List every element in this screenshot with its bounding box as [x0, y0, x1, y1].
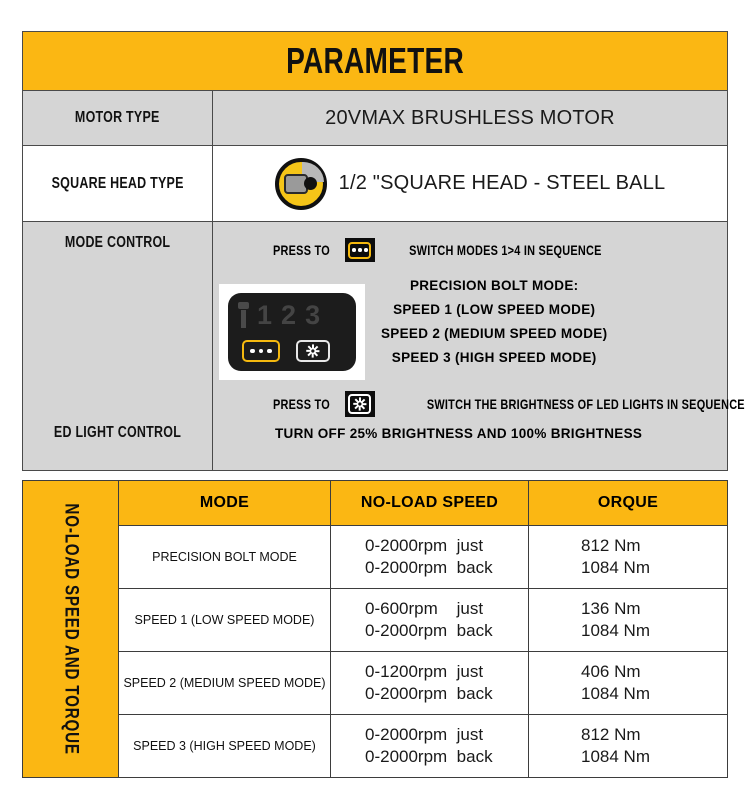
- panel-digit-3: 3: [305, 299, 322, 330]
- square-head-row: [23, 146, 728, 222]
- row-speed-forward: 0-1200rpm just: [365, 662, 484, 682]
- panel-digit-2: 2: [281, 299, 298, 330]
- row-mode-cell: [119, 589, 331, 652]
- table-row: [23, 715, 728, 778]
- spec-header-row: [23, 481, 728, 526]
- led-press-prefix: PRESS TO: [273, 396, 330, 412]
- control-panel: [228, 293, 356, 371]
- vertical-section-label: NO-LOAD SPEED AND TORQUE: [60, 503, 82, 755]
- mode-press-suffix: SWITCH MODES 1>4 IN SEQUENCE: [409, 242, 602, 258]
- no-load-speed-torque-table: [22, 480, 728, 778]
- mode-list-item: SPEED 2 (MEDIUM SPEED MODE): [381, 326, 608, 341]
- motor-type-label-cell: [23, 91, 213, 146]
- vertical-label-cell: [23, 481, 119, 778]
- mode-list: [381, 278, 607, 374]
- led-press-suffix: SWITCH THE BRIGHTNESS OF LED LIGHTS IN SEQUENCE: [426, 396, 745, 412]
- row-mode-name: PRECISION BOLT MODE: [152, 550, 297, 564]
- mode-switch-instruction: [265, 238, 629, 262]
- mode-list-item: SPEED 1 (LOW SPEED MODE): [393, 302, 596, 317]
- row-mode-cell: [119, 715, 331, 778]
- row-speed-reverse: 0-2000rpm back: [365, 747, 493, 766]
- row-torque-forward: 136 Nm: [581, 599, 641, 619]
- led-switch-instruction: [265, 391, 750, 417]
- panel-digit-1: 1: [257, 299, 274, 330]
- row-mode-name: SPEED 1 (LOW SPEED MODE): [134, 613, 315, 627]
- mode-control-body-cell: [213, 222, 745, 471]
- row-speed-forward: 0-2000rpm just: [365, 536, 484, 556]
- header-mode: [119, 481, 331, 526]
- row-speed-reverse: 0-2000rpm back: [365, 621, 493, 640]
- row-speed-cell: [331, 715, 529, 778]
- square-head-label: SQUARE HEAD TYPE: [51, 174, 184, 192]
- row-torque-reverse: 1084 Nm: [581, 747, 650, 766]
- row-torque-reverse: 1084 Nm: [581, 684, 650, 703]
- motor-type-row: [23, 91, 728, 146]
- row-torque-forward: 406 Nm: [581, 662, 641, 682]
- header-mode-label: MODE: [199, 494, 250, 511]
- row-torque-cell: [529, 589, 728, 652]
- row-speed-cell: [331, 526, 529, 589]
- motor-type-value: 20VMAX BRUSHLESS MOTOR: [325, 106, 615, 129]
- row-speed-cell: [331, 589, 529, 652]
- square-head-label-cell: [23, 146, 213, 222]
- mode-list-item: SPEED 3 (HIGH SPEED MODE): [391, 350, 597, 365]
- row-speed-reverse: 0-2000rpm back: [365, 684, 493, 703]
- row-torque-cell: [529, 652, 728, 715]
- table-row: [23, 652, 728, 715]
- square-head-value-cell: [213, 146, 728, 222]
- row-mode-cell: [119, 652, 331, 715]
- row-speed-forward: 0-600rpm just: [365, 599, 484, 619]
- mode-control-label: MODE CONTROL: [64, 234, 171, 251]
- control-panel-image: [219, 284, 365, 380]
- row-speed-reverse: 0-2000rpm back: [365, 558, 493, 577]
- panel-three-dot-mode-button-icon[interactable]: [242, 340, 280, 362]
- mode-list-item: PRECISION BOLT MODE:: [409, 278, 579, 293]
- square-head-value: 1/2 "SQUARE HEAD - STEEL BALL: [338, 172, 666, 194]
- parameter-table: [22, 31, 745, 471]
- row-mode-cell: [119, 526, 331, 589]
- motor-type-label: MOTOR TYPE: [75, 109, 160, 126]
- row-torque-forward: 812 Nm: [581, 725, 641, 745]
- row-torque-reverse: 1084 Nm: [581, 621, 650, 640]
- header-torque: [529, 481, 728, 526]
- page-title: PARAMETER: [286, 40, 464, 81]
- row-speed-forward: 0-2000rpm just: [365, 725, 484, 745]
- table-row: [23, 526, 728, 589]
- led-light-control-label: ED LIGHT CONTROL: [53, 424, 182, 441]
- row-torque-cell: [529, 715, 728, 778]
- row-mode-name: SPEED 3 (HIGH SPEED MODE): [133, 739, 316, 753]
- three-dot-mode-button-icon: [345, 238, 375, 262]
- mode-press-prefix: PRESS TO: [273, 242, 330, 258]
- header-torque-label: ORQUE: [597, 494, 659, 511]
- panel-led-brightness-button-icon[interactable]: [296, 340, 330, 362]
- row-torque-cell: [529, 526, 728, 589]
- title-row: [23, 32, 728, 91]
- table-row: [23, 589, 728, 652]
- header-no-load-speed: [331, 481, 529, 526]
- title-cell: [23, 32, 728, 91]
- led-brightness-note-wrap: [275, 426, 642, 441]
- led-brightness-button-icon: [345, 391, 375, 417]
- row-torque-forward: 812 Nm: [581, 536, 641, 556]
- row-speed-cell: [331, 652, 529, 715]
- header-no-load-speed-label: NO-LOAD SPEED: [360, 494, 499, 511]
- bolt-mode-icon: [238, 302, 249, 328]
- square-drive-steel-ball-icon: [275, 158, 327, 210]
- motor-type-value-cell: [213, 91, 728, 146]
- row-torque-reverse: 1084 Nm: [581, 558, 650, 577]
- row-mode-name: SPEED 2 (MEDIUM SPEED MODE): [123, 676, 326, 690]
- mode-control-row: [23, 222, 728, 471]
- mode-control-label-cell: [23, 222, 213, 471]
- led-brightness-note: TURN OFF 25% BRIGHTNESS AND 100% BRIGHTNESS: [275, 426, 643, 441]
